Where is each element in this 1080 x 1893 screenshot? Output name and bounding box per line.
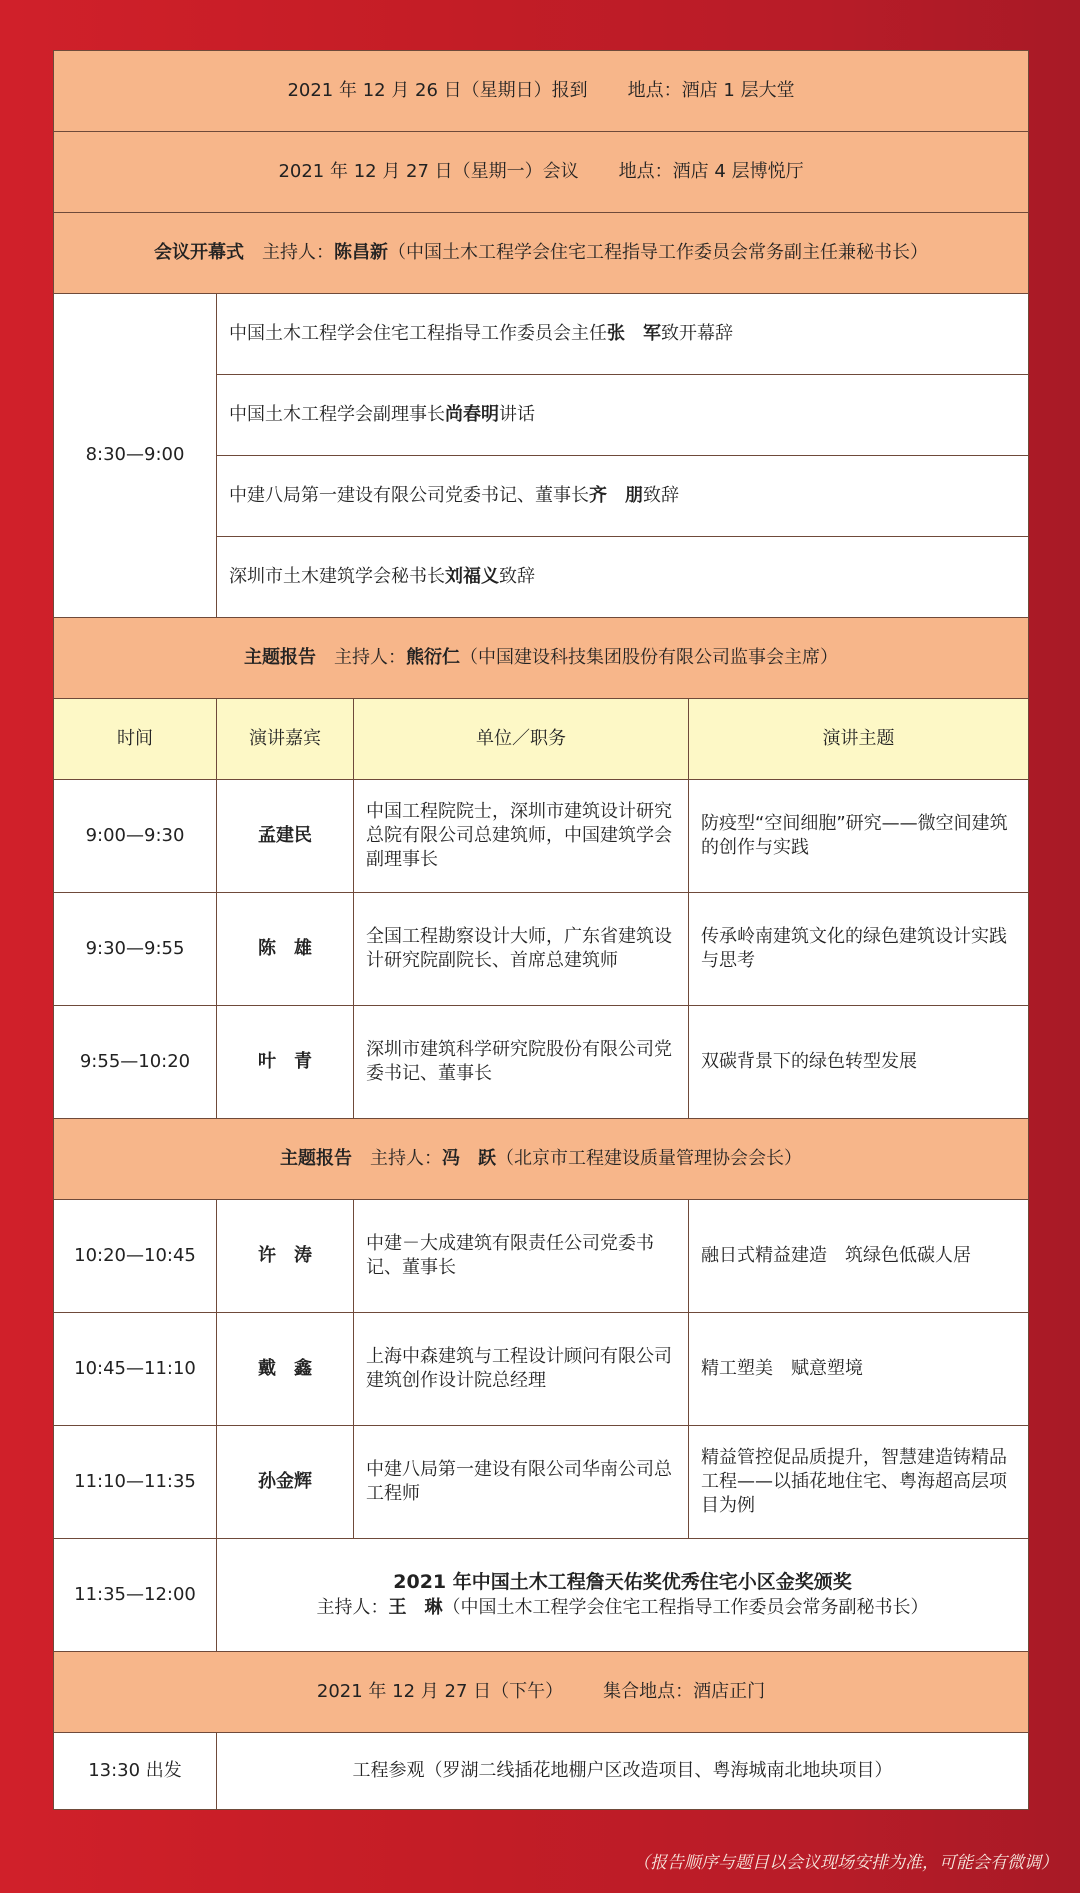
talk-time: 9:00—9:30: [54, 780, 217, 893]
afternoon-time: 13:30 出发: [54, 1733, 217, 1810]
talk-speaker: 戴 鑫: [258, 1357, 312, 1379]
award-row: [54, 1539, 1029, 1652]
afternoon-activity: 工程参观（罗湖二线插花地棚户区改造项目、粤海城南北地块项目）: [217, 1733, 1029, 1810]
opening-item-person: 刘福义: [445, 565, 499, 587]
session1-host-name: 熊衍仁: [406, 646, 460, 668]
session2-title: 主题报告: [280, 1147, 352, 1169]
opening-item-text: 中国土木工程学会副理事长: [229, 403, 445, 425]
opening-item-row: [54, 294, 1029, 375]
talk-row: [54, 1313, 1029, 1426]
session2-header-row: [54, 1119, 1029, 1200]
opening-host-title: （中国土木工程学会住宅工程指导工作委员会常务副主任兼秘书长）: [388, 241, 928, 263]
session2-host-prefix: 主持人：: [370, 1147, 442, 1169]
session2-host-title: （北京市工程建设质量管理协会会长）: [496, 1147, 802, 1169]
award-time: 11:35—12:00: [54, 1539, 217, 1652]
header-time: 时间: [54, 699, 217, 780]
agenda-table: [53, 50, 1029, 1810]
talk-topic: 精工塑美 赋意塑境: [689, 1313, 1029, 1426]
header-speaker: 演讲嘉宾: [217, 699, 354, 780]
header-topic: 演讲主题: [689, 699, 1029, 780]
session1-header-row: [54, 618, 1029, 699]
day2-date: 2021 年 12 月 27 日（星期一）会议: [278, 160, 579, 182]
column-header-row: [54, 699, 1029, 780]
opening-item-person: 齐 朋: [589, 484, 643, 506]
talk-organization: 全国工程勘察设计大师，广东省建筑设计研究院副院长、首席总建筑师: [354, 893, 689, 1006]
opening-header-row: [54, 213, 1029, 294]
talk-organization: 上海中森建筑与工程设计顾问有限公司建筑创作设计院总经理: [354, 1313, 689, 1426]
opening-item: [217, 294, 1029, 375]
talk-time: 10:45—11:10: [54, 1313, 217, 1426]
day1-location: 地点：酒店 1 层大堂: [627, 79, 795, 101]
session1-title: 主题报告: [244, 646, 316, 668]
header-organization: 单位／职务: [354, 699, 689, 780]
session1-host-prefix: 主持人：: [334, 646, 406, 668]
talk-time: 11:10—11:35: [54, 1426, 217, 1539]
afternoon-date: 2021 年 12 月 27 日（下午）: [316, 1680, 564, 1702]
day2-row: [54, 132, 1029, 213]
opening-item-action: 讲话: [499, 403, 535, 425]
talk-organization: 中建八局第一建设有限公司华南公司总工程师: [354, 1426, 689, 1539]
talk-topic: 精益管控促品质提升，智慧建造铸精品工程——以插花地住宅、粤海超高层项目为例: [689, 1426, 1029, 1539]
award-host-prefix: 主持人：: [316, 1596, 389, 1618]
award-host-title: （中国土木工程学会住宅工程指导工作委员会常务副秘书长）: [442, 1596, 929, 1618]
opening-item-text: 深圳市土木建筑学会秘书长: [229, 565, 445, 587]
talk-row: [54, 780, 1029, 893]
opening-item: [217, 375, 1029, 456]
opening-item-text: 中建八局第一建设有限公司党委书记、董事长: [229, 484, 589, 506]
opening-item: [217, 537, 1029, 618]
afternoon-row: [54, 1733, 1029, 1810]
talk-topic: 传承岭南建筑文化的绿色建筑设计实践与思考: [689, 893, 1029, 1006]
talk-row: [54, 893, 1029, 1006]
session1-host-title: （中国建设科技集团股份有限公司监事会主席）: [460, 646, 838, 668]
talk-row: [54, 1426, 1029, 1539]
talk-organization: 深圳市建筑科学研究院股份有限公司党委书记、董事长: [354, 1006, 689, 1119]
opening-item-action: 致辞: [499, 565, 535, 587]
talk-organization: 中建－大成建筑有限责任公司党委书记、董事长: [354, 1200, 689, 1313]
day1-date: 2021 年 12 月 26 日（星期日）报到: [287, 79, 588, 101]
talk-time: 9:30—9:55: [54, 893, 217, 1006]
afternoon-header-row: [54, 1652, 1029, 1733]
afternoon-location: 集合地点：酒店正门: [603, 1680, 766, 1702]
opening-item-text: 中国土木工程学会住宅工程指导工作委员会主任: [229, 322, 607, 344]
award-title: 2021 年中国土木工程詹天佑奖优秀住宅小区金奖颁奖: [393, 1571, 852, 1594]
talk-speaker: 叶 青: [258, 1050, 312, 1072]
talk-time: 10:20—10:45: [54, 1200, 217, 1313]
opening-item-person: 张 军: [607, 322, 661, 344]
opening-item-person: 尚春明: [445, 403, 499, 425]
footnote: （报告顺序与题目以会议现场安排为准，可能会有微调）: [633, 1853, 1058, 1873]
opening-item-action: 致辞: [643, 484, 679, 506]
talk-row: [54, 1006, 1029, 1119]
opening-title: 会议开幕式: [154, 241, 244, 263]
session2-host-name: 冯 跃: [442, 1147, 496, 1169]
talk-topic: 融日式精益建造 筑绿色低碳人居: [689, 1200, 1029, 1313]
talk-row: [54, 1200, 1029, 1313]
opening-host-prefix: 主持人：: [262, 241, 334, 263]
day1-row: [54, 51, 1029, 132]
talk-speaker: 孙金辉: [258, 1470, 312, 1492]
opening-item: [217, 456, 1029, 537]
talk-speaker: 孟建民: [258, 824, 312, 846]
opening-host-name: 陈昌新: [334, 241, 388, 263]
talk-organization: 中国工程院院士，深圳市建筑设计研究总院有限公司总建筑师，中国建筑学会副理事长: [354, 780, 689, 893]
day2-location: 地点：酒店 4 层博悦厅: [618, 160, 804, 182]
talk-speaker: 陈 雄: [258, 937, 312, 959]
opening-time: 8:30—9:00: [54, 294, 217, 618]
opening-item-action: 致开幕辞: [661, 322, 733, 344]
talk-time: 9:55—10:20: [54, 1006, 217, 1119]
talk-topic: 防疫型“空间细胞”研究——微空间建筑的创作与实践: [689, 780, 1029, 893]
talk-topic: 双碳背景下的绿色转型发展: [689, 1006, 1029, 1119]
talk-speaker: 许 涛: [258, 1244, 312, 1266]
award-host-name: 王 琳: [388, 1596, 443, 1618]
